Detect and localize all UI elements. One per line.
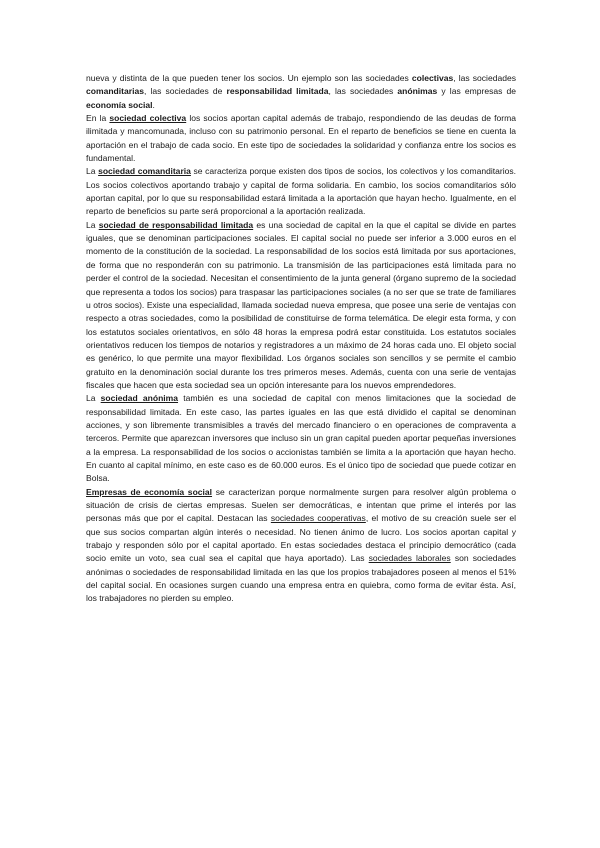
text-run: se caracteriza porque existen dos tipos de socios, los colectivos y los comanditarios. Los socios colectivos aportando trabajo y capital de forma solidaria. En cambio, los socios comanditarios sólo aportan capital, por lo que su responsabilidad estará limitada a la aportación que hayan hecho. Igualmente, en el reparto de beneficios su parte será proporcional a la aportación realizada.	[86, 166, 517, 217]
text-run: , las sociedades de	[143, 86, 227, 97]
text-run: nueva y distinta de la que pueden tener los socios. Un ejemplo son las sociedades	[86, 73, 412, 83]
text-run: La	[86, 166, 99, 177]
paragraph-sociedad-anonima	[86, 392, 516, 485]
emphasis-term: sociedad colectiva	[109, 113, 187, 124]
emphasis-term: sociedades laborales	[368, 553, 451, 564]
paragraph-economia-social	[86, 486, 516, 606]
paragraph-sociedad-colectiva	[86, 112, 516, 165]
paragraph-intro	[86, 72, 516, 112]
emphasis-term: sociedad anónima	[100, 393, 179, 404]
document-page	[86, 72, 516, 606]
text-run: también es una sociedad de capital con menos limitaciones que la sociedad de responsabilidad limitada. En este caso, las partes iguales en las que está dividido el capital se denominan acciones, y son libremente transmisibles a través del mercado financiero o en operaciones de compraventa a terceros. Permite que aparezcan inversores que incluso sin un gran capital pueden aportar pequeñas inversiones a la empresa. La responsabilidad de los socios o accionistas también se limita a la aportación que hayan hecho. En cuanto al capital mínimo, en este caso es de 60.000 euros. Es el único tipo de sociedad que puede cotizar en Bolsa.	[86, 393, 516, 484]
emphasis-term: sociedades cooperativas	[270, 513, 366, 524]
emphasis-term: comanditarias	[86, 86, 144, 97]
text-run: , las sociedades	[328, 86, 398, 97]
text-run: , el motivo de su creación suele ser el que sus socios compartan algún interés o necesidad. No tienen ánimo de lucro. Los socios aportan capital y trabajo y responden sólo por el capital aportado. En estas sociedades destaca el principio democrático (cada socio emite un voto, sea cual sea el capital que haya aportado). Las	[86, 513, 517, 564]
text-run: y las empresas de	[437, 86, 517, 97]
text-run: se caracterizan porque normalmente surgen para resolver algún problema o situación de crisis de ciertas empresas. Suelen ser democráticas, e intentan que prime el interés por las personas más que por el capital. Destacan las	[86, 486, 516, 524]
text-run: La	[86, 393, 101, 404]
text-run: En la	[86, 113, 110, 124]
emphasis-term: anónimas	[397, 86, 438, 97]
text-run: La	[86, 219, 99, 230]
emphasis-term: Empresas de economía social	[86, 486, 213, 497]
emphasis-term: responsabilidad limitada	[226, 86, 329, 97]
text-run: los socios aportan capital además de trabajo, respondiendo de las deudas de forma ilimitada y mancomunada, incluso con su patrimonio personal. En el reparto de beneficios se tiene en cuenta la aportación en el trabajo de cada socio. En este tipo de sociedades la solidaridad y confianza entre los socios es fundamental.	[86, 113, 516, 164]
paragraph-sociedad-comanditaria	[86, 165, 516, 218]
paragraph-sociedad-limitada	[86, 219, 516, 392]
emphasis-term: economía social	[86, 99, 153, 110]
emphasis-term: sociedad de responsabilidad limitada	[98, 219, 254, 230]
text-run: .	[152, 99, 155, 110]
emphasis-term: colectivas	[411, 73, 454, 83]
text-run: , las sociedades	[453, 73, 516, 83]
text-run: es una sociedad de capital en la que el capital se divide en partes iguales, que se denominan participaciones sociales. El capital social no puede ser inferior a 3.000 euros en el momento de la constitución de la sociedad. La responsabilidad de los socios está limitada por sus aportaciones, de forma que no responderán con su patrimonio. La transmisión de las participaciones está limitada para no perder el control de la sociedad. Necesitan el consentimiento de la junta general (órgano supremo de la sociedad que representa a todos los socios) para traspasar las participaciones sociales (a no ser que se trate de familiares u otros socios). Existe una especialidad, llamada sociedad nueva empresa, que posee una serie de ventajas con respecto a otras sociedades, como la posibilidad de constituirse de forma telemática. De elegir esta forma, y con los estatutos sociales orientativos, en sólo 48 horas la empresa podrá estar constituida. Los estatutos sociales orientativos reducen los tiempos de notarios y registradores a un máximo de 24 horas cada uno. El objeto social es genérico, lo que permite una mayor flexibilidad. Los órganos sociales son sencillos y se permite el cambio gratuito en la denominación social durante los tres primeros meses. Además, cuenta con una serie de ventajas fiscales que hacen que esta sociedad sea un opción interesante para los nuevos emprendedores.	[86, 219, 516, 390]
emphasis-term: sociedad comanditaria	[98, 166, 191, 177]
text-run: son sociedades anónimas o sociedades de responsabilidad limitada en las que los propios trabajadores poseen al menos el 51% del capital social. En ocasiones surgen cuando una empresa entra en quiebra, como forma de evitar ésta. Así, los trabajadores no pierden su empleo.	[86, 553, 516, 604]
